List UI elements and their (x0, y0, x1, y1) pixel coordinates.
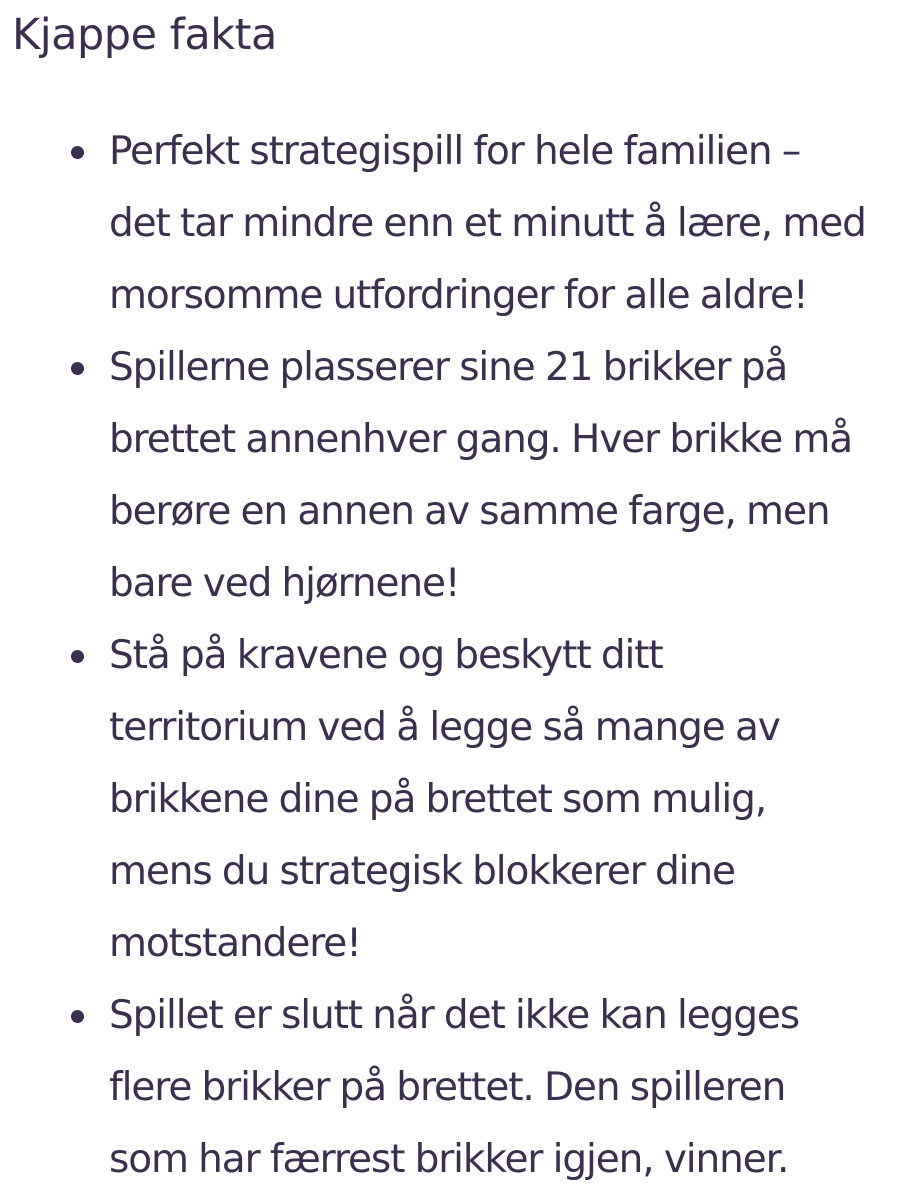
list-item-line: Spillerne plasserer sine 21 brikker på (109, 345, 788, 390)
list-item (0, 980, 912, 1196)
list-item-line: brikkene dine på brettet som mulig, (109, 777, 767, 822)
bullet-icon (71, 146, 84, 159)
list-item-line: som har færrest brikker igjen, vinner. (109, 1137, 789, 1182)
facts-list (0, 116, 912, 1196)
list-item-line: Stå på kravene og beskytt ditt (109, 633, 663, 678)
list-item-line: mens du strategisk blokkerer dine (109, 849, 735, 894)
list-item-line: morsomme utfordringer for alle aldre! (109, 273, 808, 318)
bullet-icon (71, 362, 84, 375)
list-item-line: territorium ved å legge så mange av (109, 705, 780, 750)
list-item-line: Spillet er slutt når det ikke kan legges (109, 993, 800, 1038)
bullet-icon (71, 1010, 84, 1023)
list-item-line: bare ved hjørnene! (109, 561, 460, 606)
list-item-line: flere brikker på brettet. Den spilleren (109, 1065, 786, 1110)
list-item-line: motstandere! (109, 921, 361, 966)
bullet-icon (71, 650, 84, 663)
list-item-line: berøre en annen av samme farge, men (109, 489, 830, 534)
list-item (0, 332, 912, 620)
list-item-line: brettet annenhver gang. Hver brikke må (109, 417, 853, 462)
list-item-line: det tar mindre enn et minutt å lære, med (109, 201, 866, 246)
section-title: Kjappe fakta (12, 10, 277, 60)
list-item (0, 620, 912, 980)
list-item (0, 116, 912, 332)
list-item-line: Perfekt strategispill for hele familien – (109, 129, 801, 174)
